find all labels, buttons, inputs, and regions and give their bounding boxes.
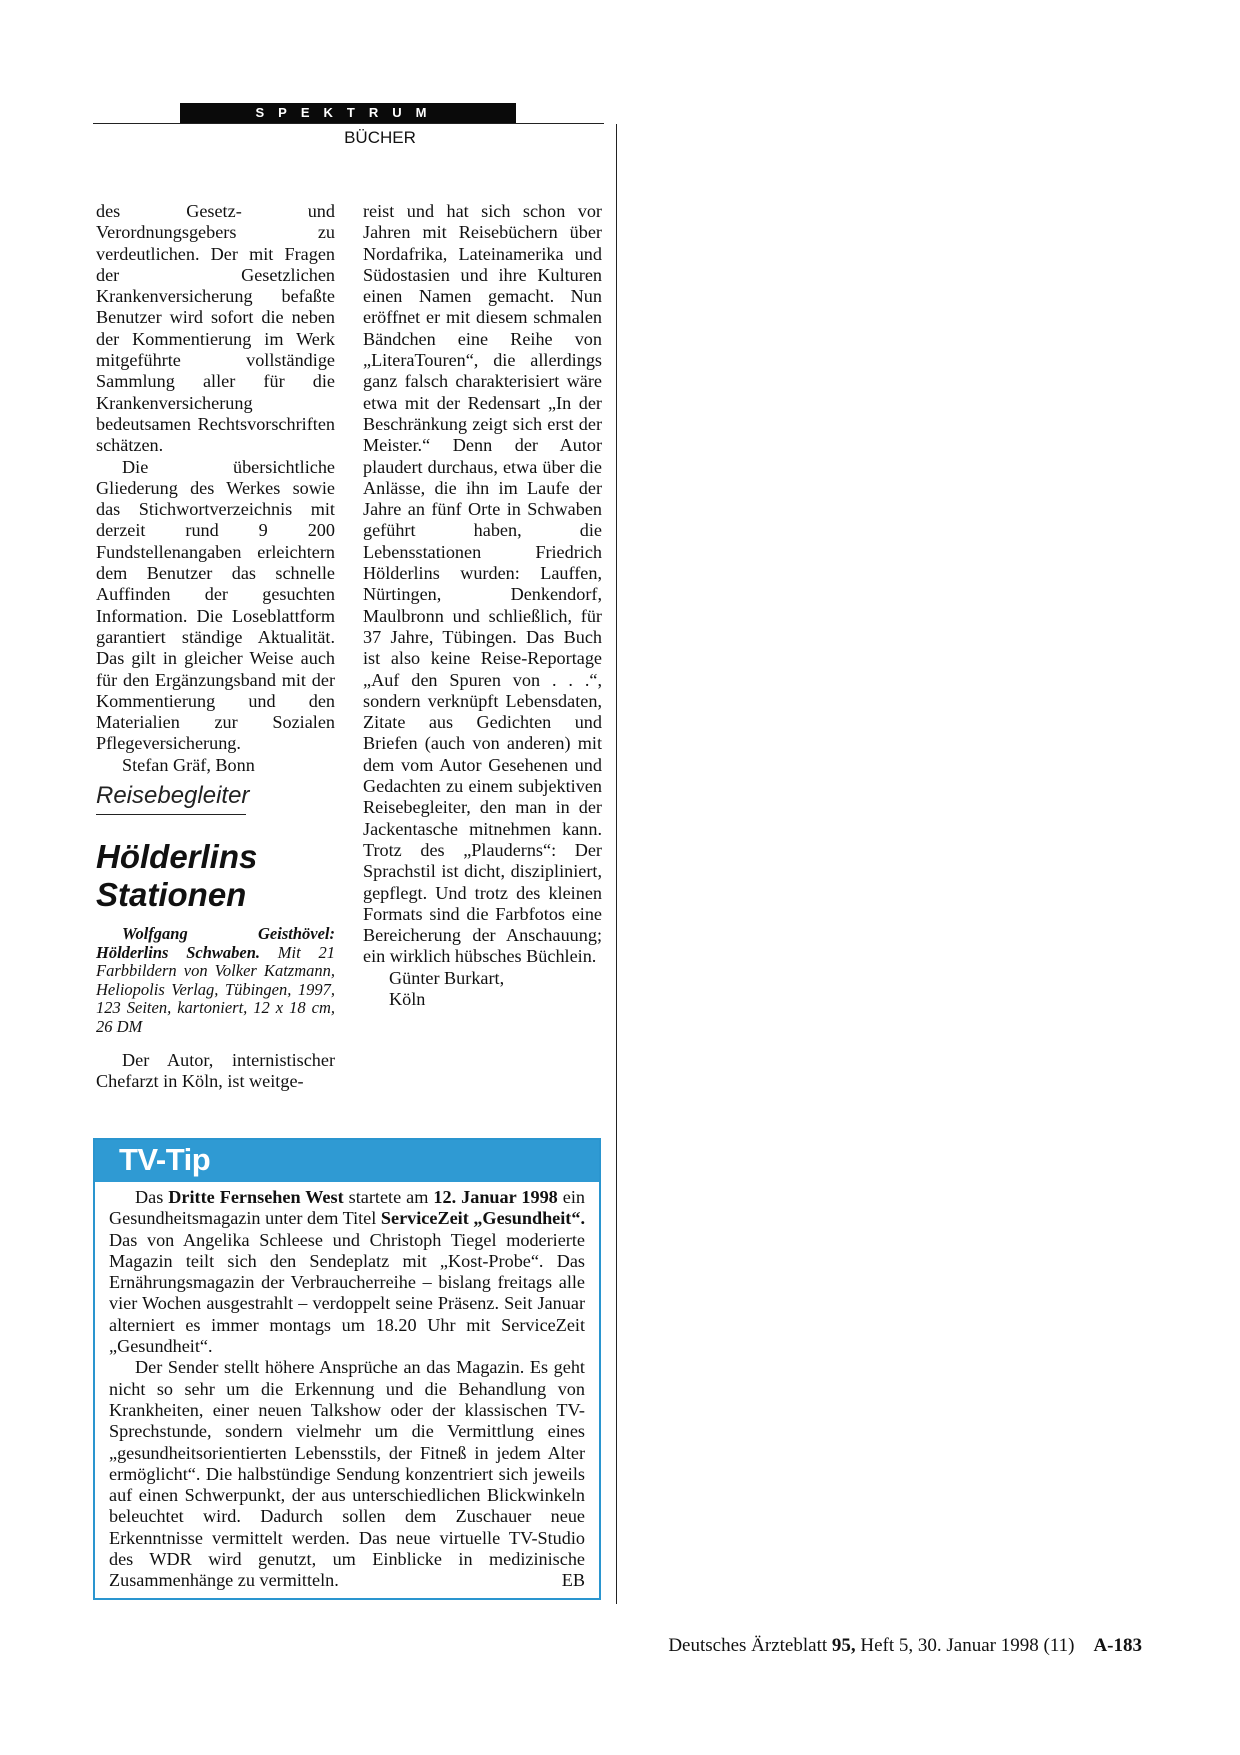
page-footer [622,1635,1142,1657]
tv-tip-paragraph-2 [109,1357,585,1591]
tv-text: startete am [343,1187,434,1207]
book-bibliography [96,925,335,1036]
tv-tip-paragraph-1 [109,1187,585,1357]
book-details: Mit 21 Farbbildern von Volker Katzmann, Heliopolis Verlag, Tübingen, 1997, 123 Seiten, kartoniert, 12 x 18 cm, 26 DM [96,942,335,1036]
book-author-title: Wolfgang Geisthövel: Hölderlins Schwaben. [96,924,335,962]
start-date: 12. Januar 1998 [433,1187,558,1207]
review2-author-line-1: Günter Burkart, [389,967,505,988]
journal-volume: 95, [831,1635,856,1656]
section-banner: SPEKTRUM [180,103,516,123]
article-headline [96,838,336,914]
review1-author: Stefan Gräf, Bonn [122,754,255,775]
review2-start-block [96,1050,335,1093]
tv-text: Das [135,1187,169,1207]
headline-line-2: Stationen [96,876,247,913]
tv-tip-header [95,1140,599,1182]
rubric-label: BÜCHER [344,128,416,147]
right-column [363,201,602,1010]
headline-line-1: Hölderlins [96,838,258,875]
review1-paragraph-2: Die übersichtliche Gliederung des Werkes sowie das Stichwortverzeichnis mit derzeit rund 9 200 Fundstellenangaben erleichtern dem Benutzer das schnelle Auffinden der gesuchten Information. Die Loseblattform garantiert ständige Aktualität. Das gilt in gleicher Weise auch für den Ergänzungsband mit der Kommentierung und den Materialien zur Sozialen Pflegeversicherung. [96,456,335,754]
channel-name: Dritte Fernsehen West [168,1187,344,1207]
tv-tip-signature: EB [561,1570,585,1591]
tv-tip-body [109,1187,585,1592]
review1-continued: des Gesetz- und Verordnungsgebers zu verdeutlichen. Der mit Fragen der Gesetzlichen Krankenversicherung befaßte Benutzer wird sofort die neben der Kommentierung im Werk mitgeführte vollständige Sammlung aller für die Krankenversicherung bedeutsamen Rechtsvorschriften schätzen. [96,201,335,456]
review2-author-line-2: Köln [389,988,426,1009]
tv-text: Der Sender stellt höhere Ansprüche an das Magazin. Es geht nicht so sehr um die Erkennung und die Behandlung von Krankheiten, einer neuen Talkshow oder der klassischen TV-Sprechstunde, sondern vielmehr um die Vermittlung eines „gesundheitsorientierten Lebensstils, der Fitneß in jedem Alter ermöglicht“. Die halbstündige Sendung konzentriert sich jeweils auf einen Schwerpunkt, der aus unterschiedlichen Blickwinkeln beleuchtet wird. Dadurch sollen dem Zuschauer neue Erkenntnisse vermittelt werden. Das neue virtuelle TV-Studio des WDR wird genutzt, um Einblicke in medizinische Zusammenhänge zu vermitteln. [109,1357,585,1591]
tv-tip-title: TV-Tip [119,1142,211,1177]
review2-start: Der Autor, internistischer Chefarzt in Köln, ist weitge- [96,1050,335,1092]
tv-text: ein Gesundheitsmagazin unter dem Titel [109,1187,585,1229]
journal-issue: Heft 5, 30. Januar 1998 (11) [855,1635,1075,1656]
tv-tip-box [93,1138,601,1600]
article-kicker: Reisebegleiter [96,782,246,815]
column-rule [616,124,617,1604]
header-rule [93,123,604,124]
tv-text: Das von Angelika Schleese und Christoph Tiegel moderierte Magazin teilt sich den Sendeplatz mit „Kost-Probe“. Das Ernährungsmagazin der Verbraucherreihe – bislang freitags alle vier Wochen ausgestrahlt – verdoppelt seine Präsenz. Seit Januar alterniert es immer montags um 18.20 Uhr mit ServiceZeit „Gesundheit“. [109,1229,585,1357]
left-column [96,201,335,776]
journal-name: Deutsches Ärzteblatt [668,1635,832,1656]
page-number: A-183 [1093,1635,1142,1656]
show-title: ServiceZeit „Gesundheit“. [380,1208,586,1229]
review2-continued: reist und hat sich schon vor Jahren mit Reisebüchern über Nordafrika, Lateinamerika und Südostasien und ihre Kulturen einen Namen gemacht. Nun eröffnet er mit diesem schmalen Bändchen eine Reihe von „LiteraTouren“, die allerdings ganz falsch charakterisiert wäre etwa mit der Redensart „In der Beschränkung zeigt sich erst der Meister.“ Denn der Autor plaudert durchaus, etwa über die Anlässe, die ihn im Laufe der Jahre an fünf Orte in Schwaben geführt haben, die Lebensstationen Friedrich Hölderlins wurden: Lauffen, Nürtingen, Denkendorf, Maulbronn und schließlich, für 37 Jahre, Tübingen. Das Buch ist also keine Reise-Reportage „Auf den Spuren von . . .“, sondern verknüpft Lebensdaten, Zitate aus Gedichten und Briefen (auch von anderen) mit dem vom Autor Gesehenen und Gedachten zu einem subjektiven Reisebegleiter, den man in der Jackentasche mitnehmen kann. Trotz des „Plauderns“: Der Sprachstil ist dicht, diszipliniert, gepflegt. Und trotz des kleinen Formats sind die Farbfotos eine Bereicherung der Anschauung; ein wirklich hübsches Büchlein. [363,201,602,967]
